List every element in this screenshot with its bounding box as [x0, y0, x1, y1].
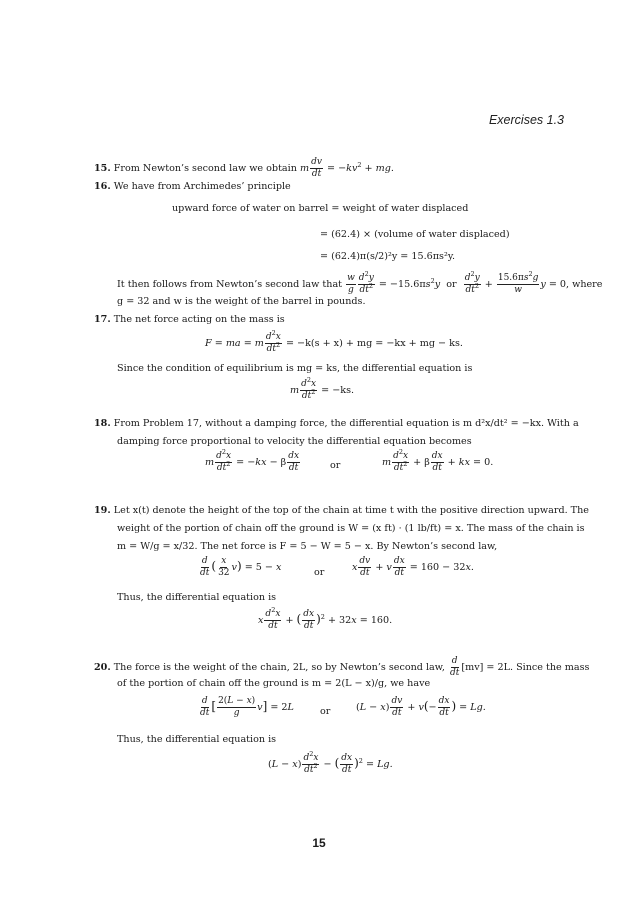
problem-17	[94, 314, 568, 326]
or-separator: or	[330, 460, 341, 471]
problem-text: g = 32 and w is the weight of the barrel in pounds.	[117, 296, 366, 307]
problem-text: From Newton’s second law we obtain	[113, 163, 297, 174]
problem-text: The net force acting on the mass is	[113, 314, 285, 325]
problem-number: 16.	[94, 181, 111, 192]
problem-text: m = W/g = x/32. The net force is F = 5 − W = 5 − x. By Newton’s second law,	[117, 541, 498, 552]
problem-text: It then follows from Newton’s second law that $\frac{w}{g}$ $\frac{d^2y}{dt^2}$ = $-15.6\pi s^2y$ or $\frac{d^2y}{dt^2}$ + $\frac{15.6\pi s^2g}{w}$ y = 0, where	[117, 270, 603, 295]
equation: $\frac{d}{dt}$ ( $\frac{x}{32}$ v) = 5 − x	[200, 556, 282, 578]
page-number: 15	[312, 836, 326, 850]
equation-rhs: = −k(s + x) + mg = −kx + mg − ks.	[285, 338, 463, 349]
text-segment: , where	[566, 279, 603, 290]
problem-text: of the portion of chain off the ground is m = 2(L − x)/g, we have	[117, 678, 431, 689]
problem-15	[94, 158, 568, 179]
problem-text: Thus, the differential equation is	[117, 734, 277, 745]
problem-text: damping force proportional to velocity the differential equation becomes	[117, 436, 472, 447]
equation: m $\frac{dv}{dt}$ = $-kv^2$ + mg.	[299, 157, 394, 179]
text-segment: It then follows from Newton’s second law that	[117, 279, 343, 290]
equation: F = ma = m $\frac{d^2x}{dt^2}$ = −k(s + x) + mg = −kx + mg − ks.	[205, 329, 463, 354]
or-separator: or	[314, 567, 325, 578]
problem-text: From Problem 17, without a damping force, the differential equation is m d²x/dt² = −kx. With a	[113, 418, 579, 429]
equation: $\frac{d}{dt}$ [ $\frac{2(L - x)}{g}$ v] = 2L	[200, 696, 294, 718]
equation: m $\frac{d^2x}{dt^2}$ + β $\frac{dx}{dt}$ + kx = 0.	[382, 448, 494, 473]
problem-number: 17.	[94, 314, 111, 325]
equation: (L − x) $\frac{d^2x}{dt^2}$ − ( $\frac{dx}{dt}$ )$^2$ = Lg.	[268, 750, 393, 775]
equation: m $\frac{d^2x}{dt^2}$ = −ks.	[290, 376, 355, 401]
problem-text: weight of the portion of chain off the ground is W = (x ft) · (1 lb/ft) = x. The mass of the chain is	[117, 523, 585, 534]
equation: x $\frac{dv}{dt}$ + v $\frac{dx}{dt}$ = 160 − 32x.	[352, 556, 474, 578]
problem-text: Let x(t) denote the height of the top of the chain at time t with the positive direction upward. The	[113, 505, 589, 516]
problem-text: We have from Archimedes’ principle	[113, 181, 291, 192]
problem-18	[94, 418, 579, 430]
equation-line: = (62.4)π(s/2)²y = 15.6πs²y.	[320, 251, 456, 262]
equation: m $\frac{d^2x}{dt^2}$ = −kx − β $\frac{dx}{dt}$	[205, 448, 300, 473]
equation-rhs: = −ks.	[321, 385, 355, 396]
problem-16	[94, 181, 568, 193]
equation-line: = (62.4) × (volume of water displaced)	[320, 229, 510, 240]
section-header: Exercises 1.3	[488, 113, 564, 127]
problem-20: 20. The force is the weight of the chain, 2L, so by Newton’s second law, $\frac{d}{dt}$ [mv] = 2L. Since the mass	[94, 656, 590, 678]
problem-number: 18.	[94, 418, 111, 429]
problem-text: Since the condition of equilibrium is mg = ks, the differential equation is	[117, 363, 473, 374]
problem-number: 20.	[94, 662, 111, 673]
equation: (L − x) $\frac{dv}{dt}$ + v(− $\frac{dx}{dt}$ ) = Lg.	[356, 696, 486, 718]
problem-number: 19.	[94, 505, 111, 516]
problem-19	[94, 505, 589, 517]
problem-text: Thus, the differential equation is	[117, 592, 277, 603]
problem-text: The force is the weight of the chain, 2L, so by Newton’s second law,	[113, 662, 445, 673]
problem-number: 15.	[94, 163, 111, 174]
equation: x $\frac{d^2x}{dt}$ + ( $\frac{dx}{dt}$ )$^2$ + 32x = 160.	[258, 606, 393, 631]
or-separator: or	[320, 706, 331, 717]
problem-text: [mv] = 2L. Since the mass	[461, 662, 590, 673]
equation-line: upward force of water on barrel = weight of water displaced	[172, 203, 469, 214]
